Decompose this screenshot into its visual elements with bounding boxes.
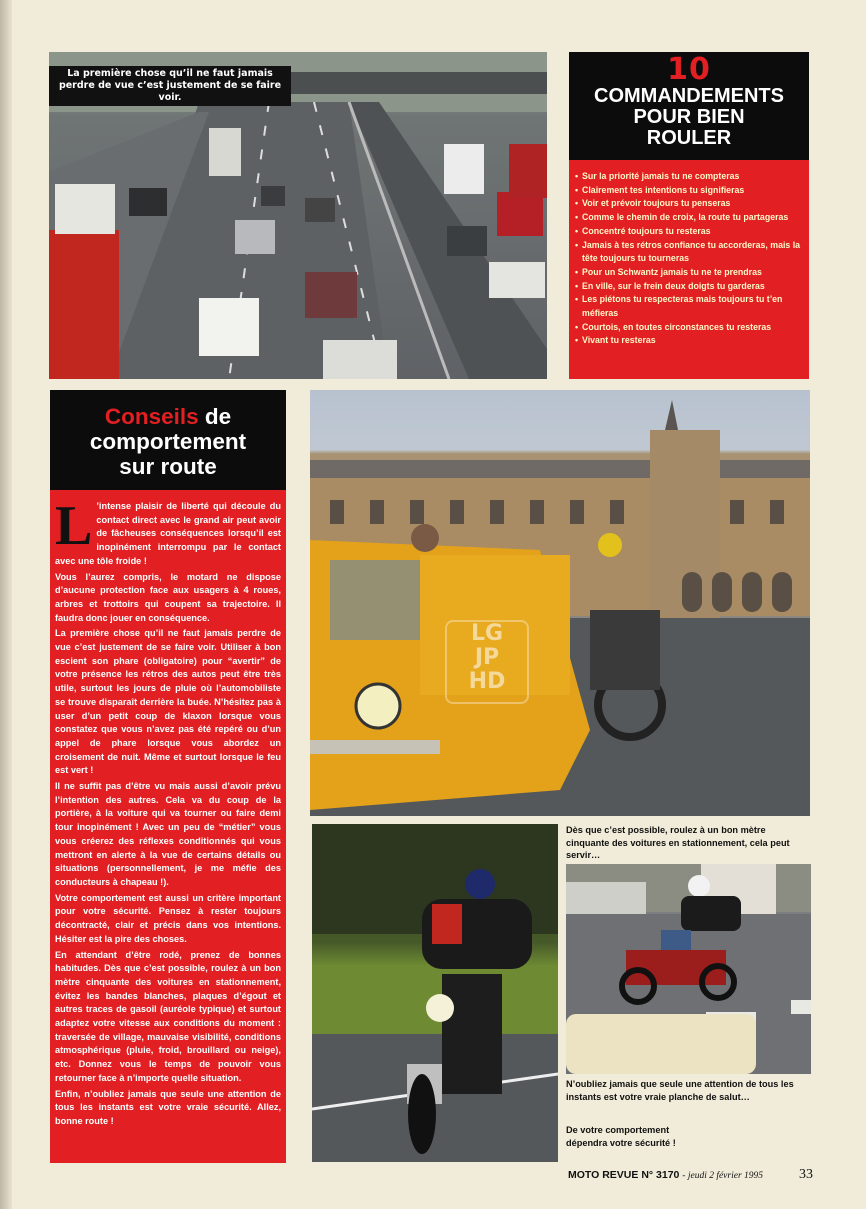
- commandments-title-line-2: POUR BIEN: [633, 106, 745, 128]
- commandment-item: • Sur la priorité jamais tu ne compteras: [575, 170, 801, 184]
- article-paragraph: En attendant d’être rodé, prenez de bonnes habitudes. Dès que c’est possible, roulez à un bon mètre cinquante des voitures en stationnement, évitez les bandes blanches, plaques d’égout et autres traces de gasoil (auréole typique) et surtout adaptez votre vitesse aux conditions du moment : traversée de village, mauvaise visibilité, conditions atmosphérique (pluie, froid, brouillard ou neige), etc. Donnez vous le temps de pouvoir vous retourner face à n’importe quelle situation.: [55, 949, 281, 1083]
- watermark-line-2: JP: [474, 645, 500, 670]
- commandment-item: • Comme le chemin de croix, la route tu partageras: [575, 211, 801, 225]
- highway-caption: La première chose qu’il ne faut jamais perdre de vue c’est justement de se faire voir.: [49, 66, 291, 106]
- rider-illustration: [312, 824, 558, 1162]
- red-motorcycle-photo: [566, 864, 811, 1074]
- article-header: [50, 390, 286, 490]
- commandments-title-line-3: ROULER: [646, 127, 732, 149]
- commandments-number: 10: [667, 52, 711, 87]
- watermark-line-1: LG: [470, 621, 504, 646]
- footer-magazine: MOTO REVUE N° 3170: [568, 1169, 680, 1181]
- rider-photo: [312, 824, 558, 1162]
- article-paragraph: Votre comportement est aussi un critère important pour votre sécurité. Pensez à rester toujours décontracté, clair et précis dans vos intentions. Hésiter est la pire des choses.: [55, 892, 281, 944]
- commandment-item: • Pour un Schwantz jamais tu ne te prendras: [575, 266, 801, 280]
- commandments-header: [569, 52, 809, 160]
- article-box: [50, 390, 286, 1163]
- commandments-title-line-1: COMMANDEMENTS: [594, 85, 784, 107]
- commandment-item: • Les piétons tu respecteras mais toujours tu t’en méfieras: [575, 293, 801, 320]
- louvre-car-motorcycle-photo: [310, 390, 810, 816]
- commandment-item: • Courtois, en toutes circonstances tu resteras: [575, 321, 801, 335]
- commandment-item: • Voir et prévoir toujours tu penseras: [575, 197, 801, 211]
- louvre-illustration: [310, 390, 810, 816]
- article-title-red-word: Conseils: [104, 404, 199, 429]
- highway-photo: [49, 52, 547, 379]
- article-title-word-de: de: [204, 404, 232, 429]
- caption-attention: N’oubliez jamais que seule une attention de tous les instants est votre vraie planche de salut…: [566, 1079, 794, 1102]
- page-footer: [568, 1168, 818, 1182]
- article-title-line-2: comportement: [89, 429, 247, 454]
- article-paragraph-text: ’intense plaisir de liberté qui découle du contact direct avec le grand air peut avoir de fâcheuses conséquences lorsqu’il est inopinément interrompu par le contact avec une tôle froide !: [55, 501, 281, 566]
- red-motorcycle-illustration: [566, 864, 811, 1074]
- article-paragraph: [55, 495, 281, 569]
- article-paragraph: Vous l’aurez compris, le motard ne dispose d’aucune protection face aux usagers à 4 roues, arbres et trottoirs qui coupent sa trajectoire. Il faudra donc jouer en conséquence.: [55, 571, 281, 623]
- drop-cap: L: [55, 495, 93, 557]
- article-paragraph: La première chose qu’il ne faut jamais perdre de vue c’est justement de se faire voir. Utiliser à bon escient son phare (obligatoire) pour “avertir” de votre présence les rétros des autos peut être très utile, surtout les jours de pluie où l’automobiliste se trouve disparaît derrière la buée. N’hésitez pas à user d’un petit coup de klaxon lorsque vous constatez que vous n’avez pas été repéré ou d’un appel de phare lorsque vous abordez un croisement de nuit. Même et surtout lorsque le feu est vert !: [55, 628, 281, 776]
- watermark-logo: [445, 620, 529, 704]
- caption-stationnement: Dès que c’est possible, roulez à un bon mètre cinquante des voitures en stationnement, cela peut servir…: [566, 825, 790, 860]
- commandment-item: • Clairement tes intentions tu signifieras: [575, 184, 801, 198]
- commandments-box: [569, 52, 809, 379]
- article-title-line-3: sur route: [119, 454, 217, 479]
- article-title-line-1: [50, 404, 286, 429]
- article-body: [50, 490, 286, 1129]
- page-binding-edge: [0, 0, 12, 1209]
- commandment-item: • Vivant tu resteras: [575, 334, 801, 348]
- commandment-item: • En ville, sur le frein deux doigts tu garderas: [575, 280, 801, 294]
- commandment-item: • Concentré toujours tu resteras: [575, 225, 801, 239]
- page-number: 33: [799, 1167, 813, 1182]
- article-paragraph: Il ne suffit pas d’être vu mais aussi d’avoir prévu l’intention des autres. Cela va du coup de la portière, à la voiture qui va tourner ou faire demi tour inopinément ! Avec un peu de “métier” vous vous créerez des réflexes conditionnés qui vous mettront en alerte à la vue de certains détails ou situations (personnellement, je me méfie des conducteurs à chapeau !).: [55, 781, 281, 887]
- watermark-line-3: HD: [468, 669, 506, 694]
- commandments-list: [569, 170, 809, 348]
- article-paragraph: Enfin, n’oubliez jamais que seule une attention de tous les instants est votre vraie sécurité. Allez, bonne route !: [55, 1088, 281, 1126]
- commandment-item: • Jamais à tes rétros confiance tu accorderas, mais la tête toujours tu tourneras: [575, 239, 801, 266]
- caption-comportement: De votre comportement dépendra votre sécurité !: [566, 1125, 676, 1148]
- footer-date: - jeudi 2 février 1995: [682, 1171, 764, 1181]
